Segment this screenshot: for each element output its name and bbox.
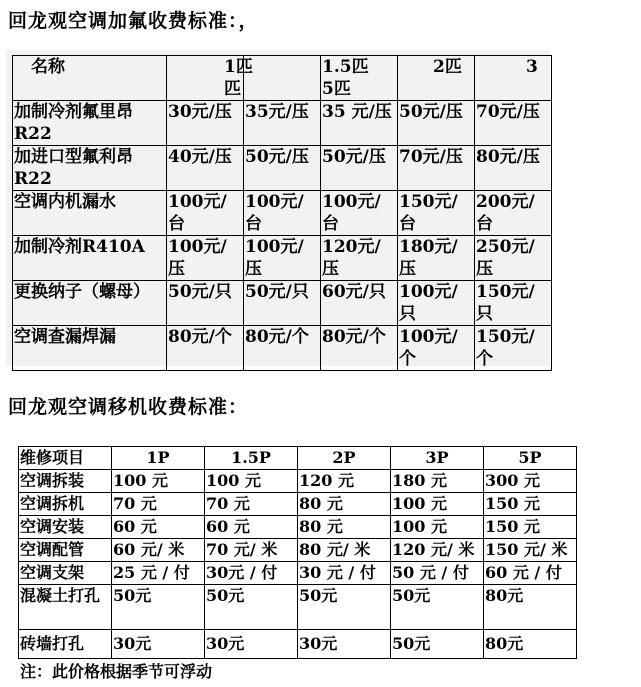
table-row xyxy=(19,630,577,659)
table-cell: 150 元 xyxy=(484,516,577,539)
table-cell: 150元/只 xyxy=(475,281,552,326)
table-cell: 砖墙打孔 xyxy=(19,630,112,659)
table-cell: 50 元 / 付 xyxy=(391,562,484,585)
table-cell: 180 元 xyxy=(391,470,484,493)
table-cell: 50元/压 xyxy=(398,101,475,146)
table-cell: 空调安装 xyxy=(19,516,112,539)
table-cell: 100元/压 xyxy=(244,236,321,281)
table-row xyxy=(19,516,577,539)
table-row xyxy=(19,470,577,493)
table-cell: 加制冷剂R410A xyxy=(13,236,167,281)
table-cell: 60 元/ 米 xyxy=(112,539,205,562)
table-cell: 100元/台 xyxy=(321,191,398,236)
table-cell: 80元 xyxy=(484,585,577,630)
table-cell: 更换纳子（螺母） xyxy=(13,281,167,326)
header-text: 1.5匹 5匹 xyxy=(322,57,369,99)
table-cell: 35 元/压 xyxy=(321,101,398,146)
header-cell: 1.5P xyxy=(205,447,298,470)
table-cell: 空调内机漏水 xyxy=(13,191,167,236)
page-title-refrigerant: 回龙观空调加氟收费标准：， xyxy=(8,10,259,32)
table-row xyxy=(13,326,552,371)
table-cell: 35元/压 xyxy=(244,101,321,146)
table-cell: 空调支架 xyxy=(19,562,112,585)
table-cell: 40元/压 xyxy=(167,146,244,191)
table-cell: 50元/只 xyxy=(167,281,244,326)
header-cell: 3P xyxy=(391,447,484,470)
table-cell: 50元/压 xyxy=(321,146,398,191)
table-cell: 60元/只 xyxy=(321,281,398,326)
table-cell: 100元/台 xyxy=(244,191,321,236)
header-cell: 5P xyxy=(484,447,577,470)
table-cell: 70 元 xyxy=(205,493,298,516)
table-cell: 30元 / 付 xyxy=(205,562,298,585)
header-cell: 1P xyxy=(112,447,205,470)
table-cell: 空调拆机 xyxy=(19,493,112,516)
table-cell: 200元/台 xyxy=(475,191,552,236)
table-cell: 100元/台 xyxy=(167,191,244,236)
table-cell: 30元 xyxy=(298,630,391,659)
header-cell xyxy=(475,56,552,101)
table-cell: 70元/压 xyxy=(398,146,475,191)
table-cell: 加进口型氟利昂R22 xyxy=(13,146,167,191)
table-cell: 空调查漏焊漏 xyxy=(13,326,167,371)
table-cell: 30元 xyxy=(205,630,298,659)
table-row xyxy=(19,539,577,562)
header-text: 2匹 xyxy=(433,57,462,77)
table-cell: 50元 xyxy=(391,585,484,630)
table-cell: 加制冷剂氟里昂R22 xyxy=(13,101,167,146)
table-cell: 150 元/ 米 xyxy=(484,539,577,562)
table-cell: 80元/个 xyxy=(321,326,398,371)
table-cell: 120 元 xyxy=(298,470,391,493)
table-cell: 300 元 xyxy=(484,470,577,493)
table-header-row xyxy=(19,447,577,470)
table-cell: 150元/台 xyxy=(398,191,475,236)
table-cell: 120元/压 xyxy=(321,236,398,281)
table-cell: 50元 xyxy=(391,630,484,659)
table-cell: 70 元 xyxy=(112,493,205,516)
table-cell: 30 元 / 付 xyxy=(298,562,391,585)
table-cell: 150元/个 xyxy=(475,326,552,371)
header-cell xyxy=(244,56,321,101)
header-cell xyxy=(321,56,398,101)
table-cell: 180元/压 xyxy=(398,236,475,281)
table-cell: 空调拆装 xyxy=(19,470,112,493)
header-cell: 2P xyxy=(298,447,391,470)
table-row xyxy=(13,146,552,191)
table-cell: 60 元 xyxy=(205,516,298,539)
header-cell: 名称 xyxy=(13,56,167,101)
table-header-row xyxy=(13,56,552,101)
table-cell: 25 元 / 付 xyxy=(112,562,205,585)
table-cell: 80元 xyxy=(484,630,577,659)
table-cell: 80元/个 xyxy=(244,326,321,371)
header-text: 1匹 匹 xyxy=(224,57,253,99)
table-cell: 50元 xyxy=(205,585,298,630)
table-cell: 80元/压 xyxy=(475,146,552,191)
table-cell: 30元/压 xyxy=(167,101,244,146)
table-cell: 70元/压 xyxy=(475,101,552,146)
table-cell: 80 元 xyxy=(298,516,391,539)
table-cell: 70 元/ 米 xyxy=(205,539,298,562)
header-cell xyxy=(398,56,475,101)
table-cell: 混凝土打孔 xyxy=(19,585,112,630)
table-row xyxy=(19,493,577,516)
table-row xyxy=(19,585,577,630)
table-cell: 250元/压 xyxy=(475,236,552,281)
header-text: 3 xyxy=(526,57,538,77)
table-cell: 100 元 xyxy=(391,493,484,516)
table-cell: 50元/压 xyxy=(244,146,321,191)
table-cell: 100元/个 xyxy=(398,326,475,371)
table-cell: 100元/压 xyxy=(167,236,244,281)
table-cell: 50元/只 xyxy=(244,281,321,326)
page-title-relocation: 回龙观空调移机收费标准： xyxy=(8,396,249,418)
table-row xyxy=(13,281,552,326)
table-cell: 100 元 xyxy=(391,516,484,539)
table-cell: 50元 xyxy=(298,585,391,630)
table-cell: 150 元 xyxy=(484,493,577,516)
table-cell: 60 元 xyxy=(112,516,205,539)
table-cell: 120 元/ 米 xyxy=(391,539,484,562)
table-cell: 50元 xyxy=(112,585,205,630)
table-row xyxy=(19,562,577,585)
header-cell: 维修项目 xyxy=(19,447,112,470)
relocation-price-table xyxy=(18,446,577,659)
refrigerant-price-table xyxy=(12,55,552,371)
table-cell: 30元 xyxy=(112,630,205,659)
price-note: 注：此价格根据季节可浮动 xyxy=(20,662,213,681)
table-cell: 60 元 / 付 xyxy=(484,562,577,585)
table-cell: 100 元 xyxy=(205,470,298,493)
table-cell: 80 元 xyxy=(298,493,391,516)
table-row xyxy=(13,191,552,236)
table-cell: 100 元 xyxy=(112,470,205,493)
table-cell: 100元/只 xyxy=(398,281,475,326)
table-cell: 空调配管 xyxy=(19,539,112,562)
table-cell: 80 元/ 米 xyxy=(298,539,391,562)
table-cell: 80元/个 xyxy=(167,326,244,371)
table-row xyxy=(13,236,552,281)
header-cell xyxy=(167,56,253,101)
table-row xyxy=(13,101,552,146)
